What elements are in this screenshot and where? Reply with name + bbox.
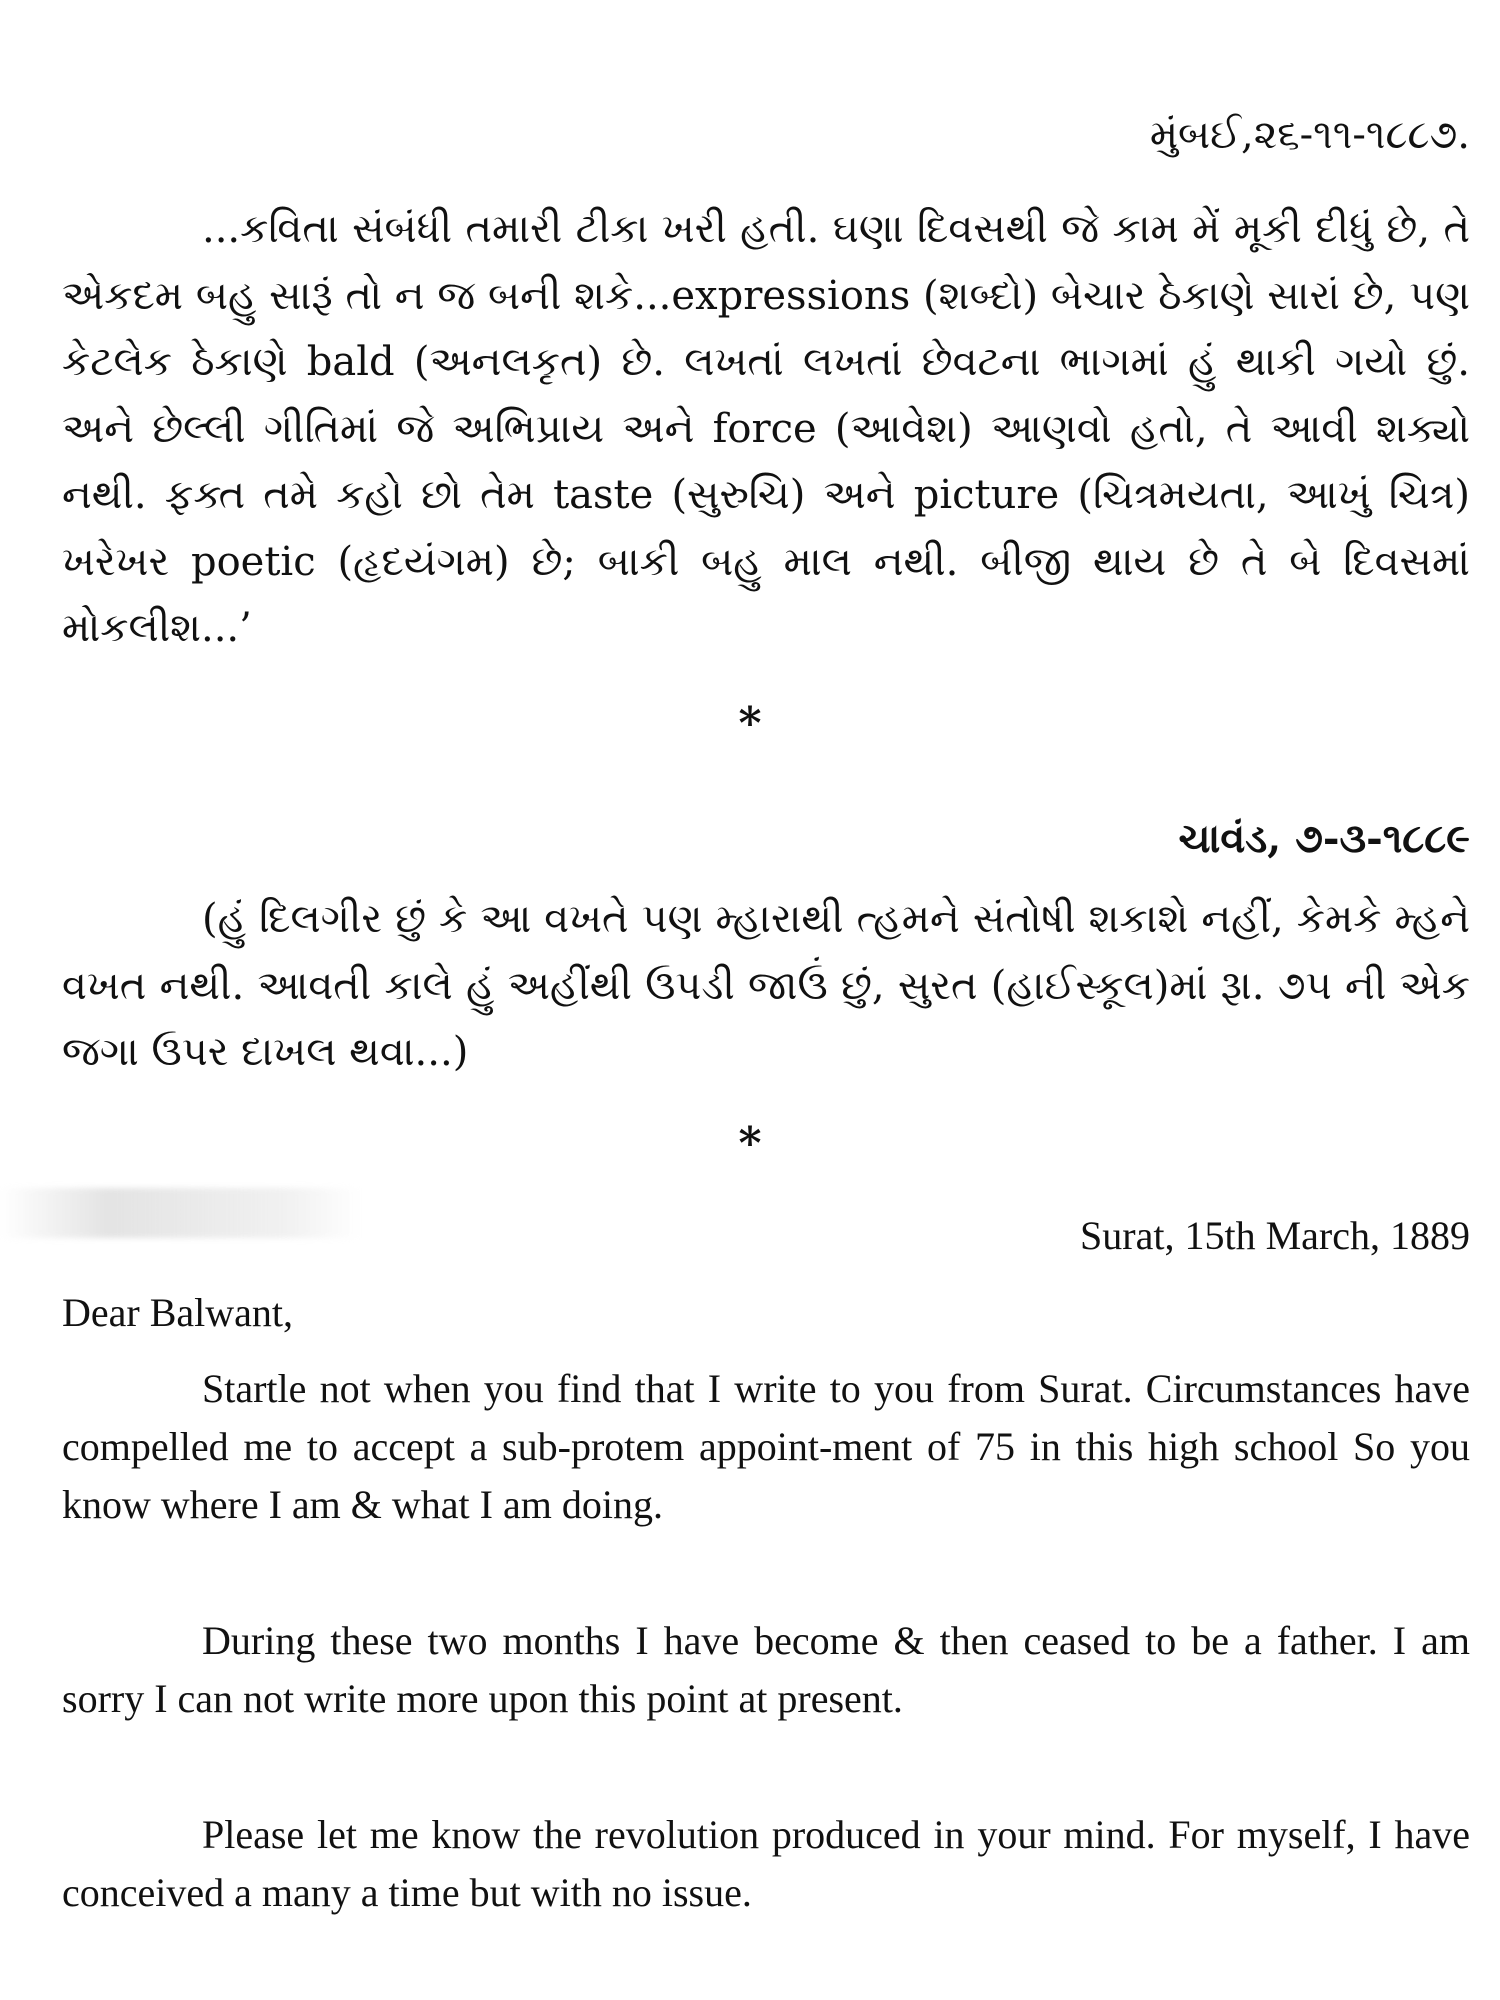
section-separator-1: * bbox=[738, 698, 762, 749]
letter-1887-text: ...કવિતા સંબંધી તમારી ટીકા ખરી હતી. ઘણા દિવસથી જે કામ મેં મૂકી દીધું છે, તે એકદમ બહુ સારૂં તો ન જ બની શકે...expressions (શબ્દો) બેચાર ઠેકાણે સારાં છે, પણ કેટલેક ઠેકાણે bald (અનલકૃત) છે. લખતાં લખતાં છેવટના ભાગમાં હું થાકી ગયો છું. અને છેલ્લી ગીતિમાં જે અભિપ્રાય અને force (આવેશ) આણવો હતો, તે આવી શક્યો નથી. ફક્ત તમે કહો છો તેમ taste (સુરુચિ) અને picture (ચિત્રમયતા, આખું ચિત્ર) ખરેખર poetic (હૃદયંગમ) છે; બાકી બહુ માલ નથી. બીજી થાય છે તે બે દિવસમાં મોકલીશ...’ bbox=[62, 206, 1470, 651]
gujarati-letter-1887 bbox=[62, 196, 1470, 662]
english-letter-body-2 bbox=[62, 1612, 1470, 1728]
paragraph-3: Please let me know the revolution produced in your mind. For myself, I have conceived a many a time but with no issue. bbox=[62, 1812, 1470, 1915]
dateline-chavand: ચાવંડ, ૭-૩-૧૮૮૯ bbox=[1178, 815, 1470, 862]
english-letter-body-3 bbox=[62, 1806, 1470, 1922]
dateline-mumbai: મુંબઈ,૨૬-૧૧-૧૮૮૭. bbox=[1149, 112, 1470, 158]
english-letter-body bbox=[62, 1360, 1470, 1534]
paragraph-1: Startle not when you find that I write to you from Surat. Circumstances have compelled me to accept a sub-protem appoint-ment of 75 in this high school So you know where I am & what I am doing. bbox=[62, 1366, 1470, 1527]
section-separator-2: * bbox=[738, 1118, 762, 1169]
dateline-surat: Surat, 15th March, 1889 bbox=[1080, 1213, 1470, 1258]
paragraph-2: During these two months I have become & then ceased to be a father. I am sorry I can not write more upon this point at present. bbox=[62, 1618, 1470, 1721]
letter-1889-text: (હું દિલગીર છું કે આ વખતે પણ મ્હારાથી ત્હમને સંતોષી શકાશે નહીં, કેમકે મ્હને વખત નથી. આવતી કાલે હું અહીંથી ઉપડી જાઉં છું, સુરત (હાઈસ્કૂલ)માં રૂા. ૭૫ ની એક જગા ઉપર દાખલ થવા...) bbox=[62, 896, 1470, 1075]
gujarati-letter-1889 bbox=[62, 886, 1470, 1086]
salutation: Dear Balwant, bbox=[62, 1290, 294, 1335]
